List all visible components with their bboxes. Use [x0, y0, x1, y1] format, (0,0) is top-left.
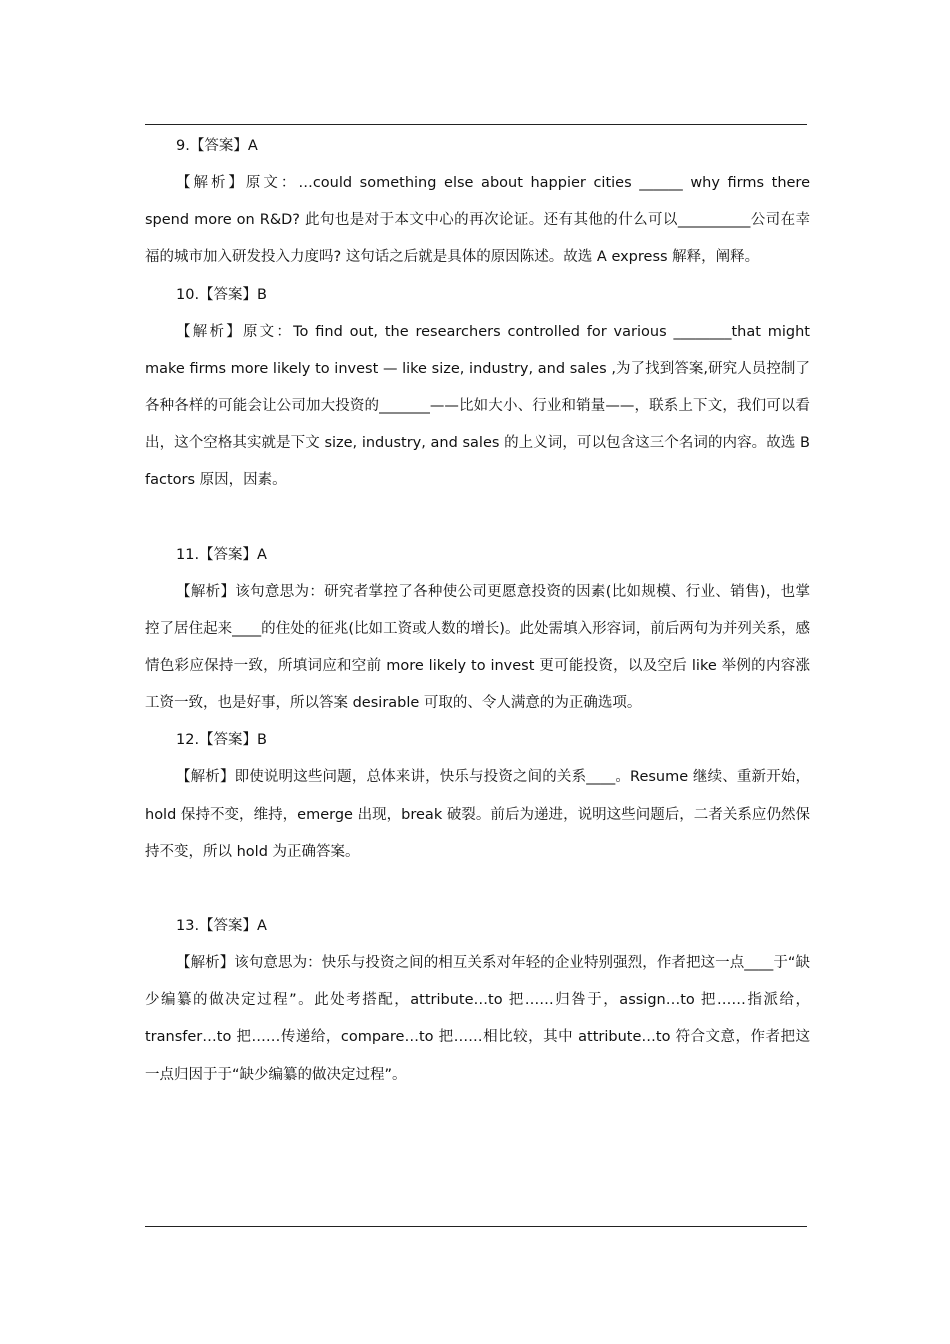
- answer-heading-11: 11.【答案】A: [176, 546, 267, 563]
- footer-rule: [145, 1226, 807, 1227]
- answer-heading-12: 12.【答案】B: [176, 732, 268, 749]
- spacer: [145, 500, 810, 537]
- answer-heading-13: 13.【答案】A: [176, 918, 267, 935]
- answer-heading-9: 9.【答案】A: [176, 138, 258, 154]
- spacer: [145, 871, 810, 908]
- header-rule: [145, 124, 807, 125]
- analysis-10: 【解析】原文：To find out, the researchers controlled for various ________that might make firms more likely to invest — like size, industry, and sales ,为了找到答案,研究人员控制了各种各样的可能会让公司加大投资的_______——比如大小、行业和销量——，联系上下文，我们可以看出，这个空格其实就是下文 size, industry, and sales 的上义词，可以包含这三个名词的内容。故选 B factors 原因，因素。: [145, 323, 810, 489]
- answer-heading-10: 10.【答案】B: [176, 286, 268, 303]
- analysis-13: 【解析】该句意思为：快乐与投资之间的相互关系对年轻的企业特别强烈，作者把这一点____于“缺少编纂的做决定过程”。此处考搭配，attribute…to 把……归咎于，assign…to 把……指派给，transfer…to 把……传递给，compare…to 把……相比较，其中 attribute…to 符合文意，作者把这一点归因于于“缺少编纂的做决定过程”。: [145, 955, 810, 1083]
- analysis-11: 【解析】该句意思为：研究者掌控了各种使公司更愿意投资的因素(比如规模、行业、销售)，也掌控了居住起来____的住处的征兆(比如工资或人数的增长)。此处需填入形容词，前后两句为并列关系，感情色彩应保持一致，所填词应和空前 more likely to invest 更可能投资，以及空后 like 举例的内容涨工资一致，也是好事，所以答案 desirable 可取的、令人满意的为正确选项。: [145, 583, 810, 712]
- analysis-12: 【解析】即使说明这些问题，总体来讲，快乐与投资之间的关系____。Resume 继续、重新开始，hold 保持不变，维持，emerge 出现，break 破裂。前后为递进，说明这些问题后，二者关系应仍然保持不变，所以 hold 为正确答案。: [145, 769, 810, 860]
- analysis-9: 【解析】原文：…could something else about happier cities ______ why firms there spend more on R&D? 此句也是对于本文中心的再次论证。还有其他的什么可以__________公司在幸福的城市加入研发投入力度吗? 这句话之后就是具体的原因陈述。故选 A express 解释，阐释。: [145, 175, 810, 266]
- answer-explanations: [145, 128, 810, 1094]
